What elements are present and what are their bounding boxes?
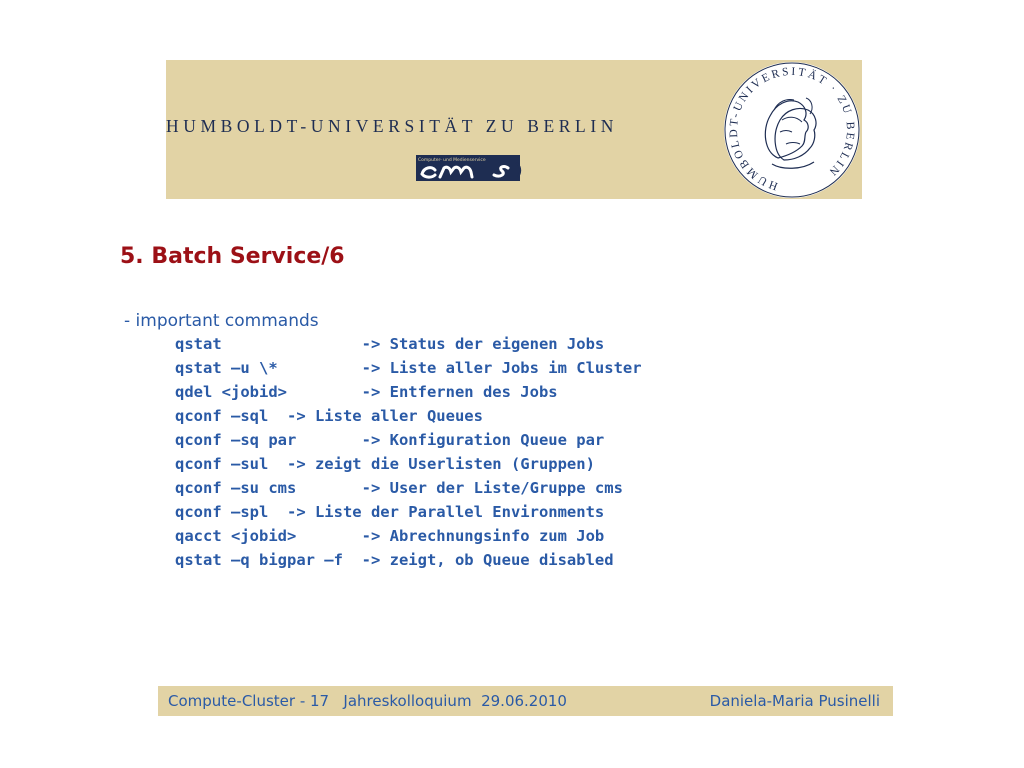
command-line: qconf –sq par -> Konfiguration Queue par <box>175 431 605 449</box>
section-subtitle: - important commands <box>124 311 319 331</box>
command-line: qdel <jobid> -> Entfernen des Jobs <box>175 383 558 401</box>
command-line: qstat -> Status der eigenen Jobs <box>175 335 605 353</box>
command-line: qstat –u \* -> Liste aller Jobs im Cluster <box>175 359 642 377</box>
university-seal-icon <box>722 60 862 199</box>
command-list <box>175 334 642 574</box>
university-name: HUMBOLDT-UNIVERSITÄT ZU BERLIN <box>166 116 619 136</box>
command-line: qconf –su cms -> User der Liste/Gruppe cms <box>175 479 623 497</box>
command-line: qconf –spl -> Liste der Parallel Environments <box>175 503 605 521</box>
svg-text:HUMBOLDT-UNIVERSITÄT · ZU BERL: HUMBOLDT-UNIVERSITÄT · ZU BERLIN <box>727 65 857 193</box>
command-line: qconf –sql -> Liste aller Queues <box>175 407 483 425</box>
command-line: qstat –q bigpar –f -> zeigt, ob Queue disabled <box>175 551 614 569</box>
footer-author: Daniela-Maria Pusinelli <box>709 692 880 710</box>
cms-logo <box>416 155 524 181</box>
footer-left-text: Compute-Cluster - 17 Jahreskolloquium 29.06.2010 <box>168 692 567 710</box>
command-line: qconf –sul -> zeigt die Userlisten (Gruppen) <box>175 455 595 473</box>
command-line: qacct <jobid> -> Abrechnungsinfo zum Job <box>175 527 605 545</box>
svg-text:Computer- und Medienservice: Computer- und Medienservice <box>418 158 486 163</box>
slide-title: 5. Batch Service/6 <box>120 244 345 269</box>
header-banner <box>166 60 862 199</box>
footer-bar <box>158 686 893 716</box>
